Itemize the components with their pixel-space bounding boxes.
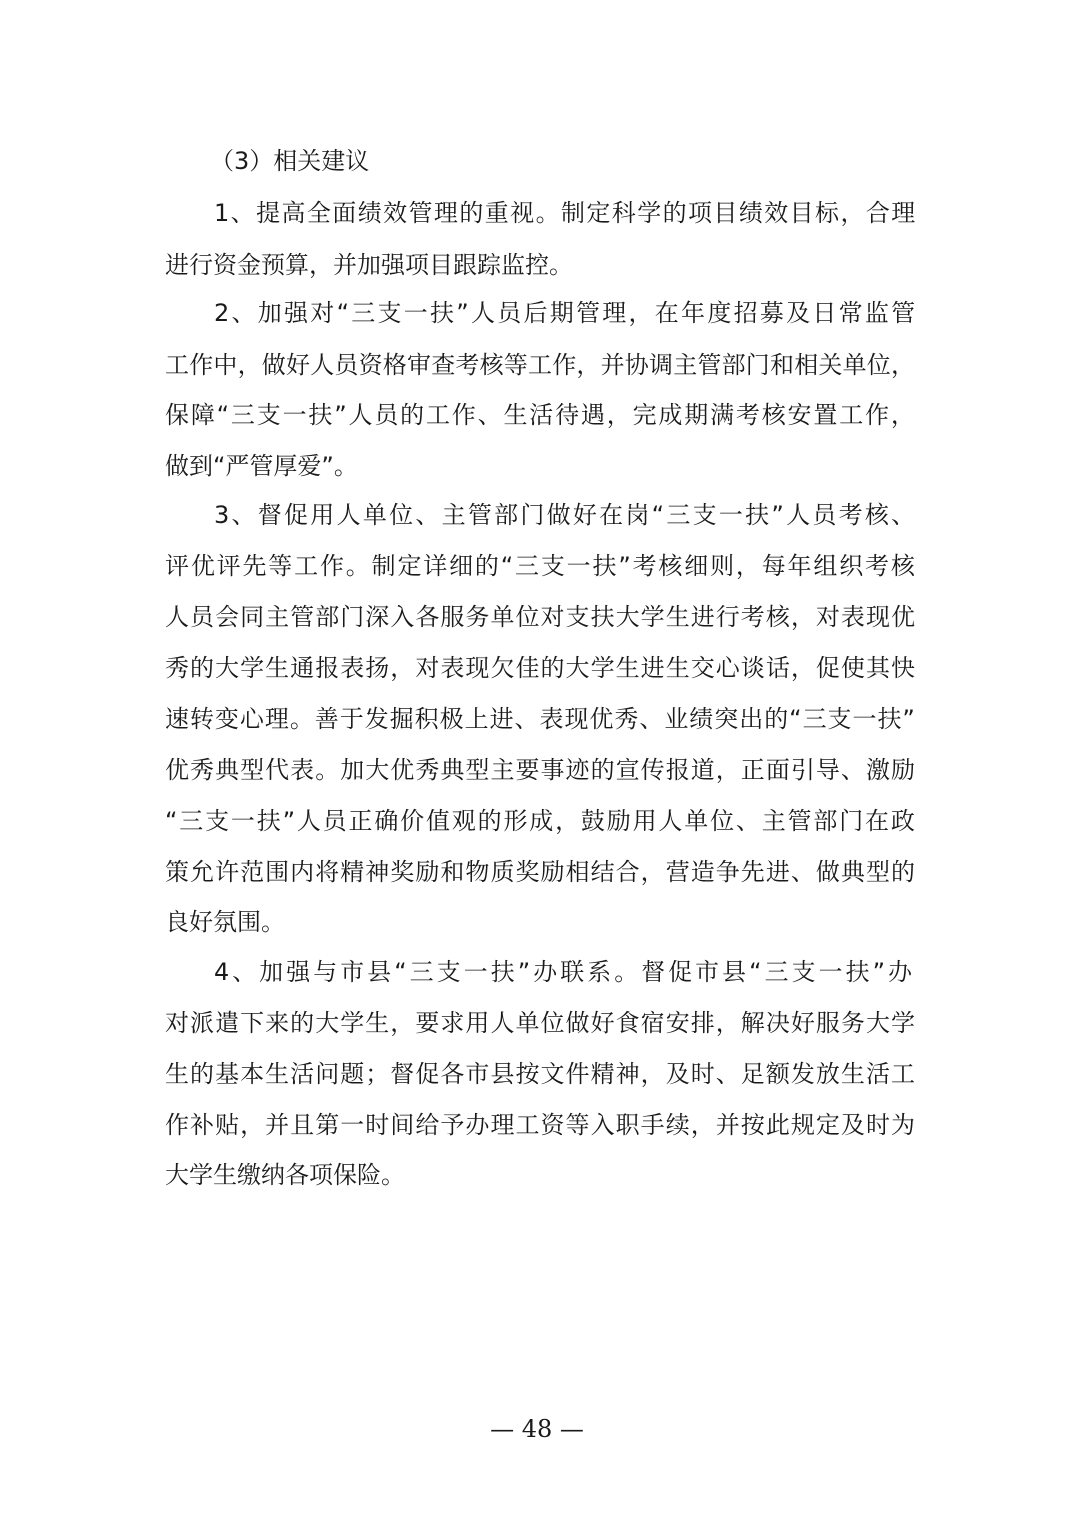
paragraph-line: 良好氛围。: [165, 908, 285, 936]
paragraph-line: 4、加强与市县“三支一扶”办联系。督促市县“三支一扶”办: [214, 958, 916, 986]
paragraph-line: 工作中，做好人员资格审查考核等工作，并协调主管部门和相关单位，: [165, 351, 916, 379]
paragraph-line: 2、加强对“三支一扶”人员后期管理，在年度招募及日常监管: [214, 299, 918, 327]
paragraph-line: 作补贴，并且第一时间给予办理工资等入职手续，并按此规定及时为: [165, 1111, 917, 1139]
paragraph-line: 生的基本生活问题；督促各市县按文件精神，及时、足额发放生活工: [165, 1060, 917, 1088]
paragraph-line: “三支一扶”人员正确价值观的形成，鼓励用人单位、主管部门在政: [165, 807, 917, 835]
paragraph-line: 大学生缴纳各项保险。: [165, 1161, 405, 1189]
paragraph-line: 速转变心理。善于发掘积极上进、表现优秀、业绩突出的“三支一扶”: [165, 705, 916, 733]
paragraph-line: 保障“三支一扶”人员的工作、生活待遇，完成期满考核安置工作，: [165, 401, 917, 429]
paragraph-line: 策允许范围内将精神奖励和物质奖励相结合，营造争先进、做典型的: [165, 858, 917, 886]
paragraph-line: 进行资金预算，并加强项目跟踪监控。: [165, 251, 573, 279]
paragraph-line: 3、督促用人单位、主管部门做好在岗“三支一扶”人员考核、: [214, 501, 918, 529]
paragraph-line: 对派遣下来的大学生，要求用人单位做好食宿安排，解决好服务大学: [165, 1009, 917, 1037]
paragraph-line: 1、提高全面绩效管理的重视。制定科学的项目绩效目标，合理: [214, 199, 917, 227]
paragraph-line: 人员会同主管部门深入各服务单位对支扶大学生进行考核，对表现优: [165, 603, 917, 631]
page-number: — 48 —: [490, 1415, 584, 1443]
paragraph-line: 优秀典型代表。加大优秀典型主要事迹的宣传报道，正面引导、激励: [165, 756, 917, 784]
section-heading: （3）相关建议: [210, 147, 370, 175]
paragraph-line: 评优评先等工作。制定详细的“三支一扶”考核细则，每年组织考核: [165, 552, 917, 580]
paragraph-line: 做到“严管厚爱”。: [165, 452, 358, 480]
paragraph-line: 秀的大学生通报表扬，对表现欠佳的大学生进生交心谈话，促使其快: [165, 654, 917, 682]
